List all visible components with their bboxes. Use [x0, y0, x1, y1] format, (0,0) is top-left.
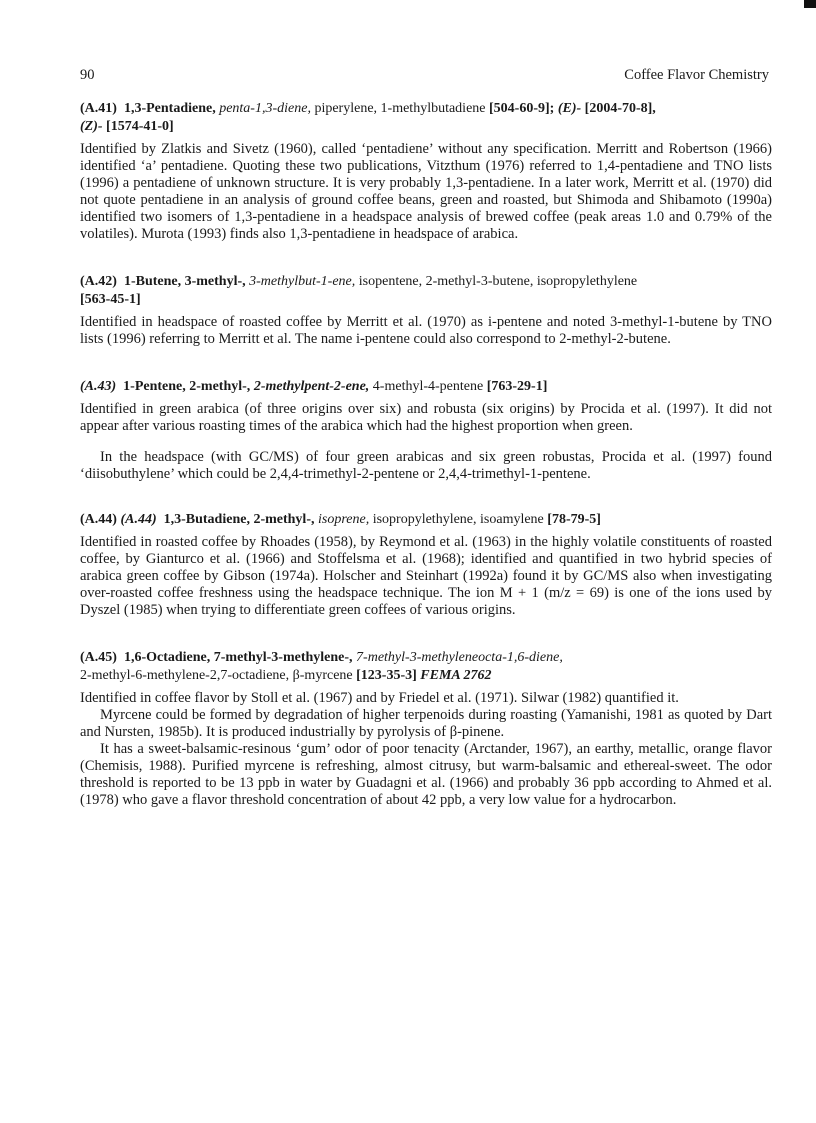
synonyms: 2-methyl-6-methylene-2,7-octadiene, β-myrcene [80, 668, 353, 683]
cas-z-label: (Z)- [80, 119, 103, 134]
entry-code: (A.44) [80, 512, 117, 527]
cas-e-label: (E)- [557, 101, 582, 116]
entry-paragraph: Identified by Zlatkis and Sivetz (1960), called ‘pentadiene’ without any specification. Merritt and Robertson (1966) identified ‘a’ pentadiene. Quoting these two publications, Vitzthum (1976) referred to 1,4-pentadiene and TNO lists (1996) a pentadiene of unknown structure. It is very probably 1,3-pentadiene. In a later work, Merritt et al. (1970) did not quote pentadiene in an analysis of ground coffee beans, green and roasted, but Shimoda and Shibamoto (1990a) identified two isomers of 1,3-pentadiene in a headspace analysis of brewed coffee (peak areas 1.0 and 0.79% of the volatiles). Murota (1993) finds also 1,3-pentadiene in headspace of arabica. [80, 141, 772, 242]
iupac-name: 3-methylbut-1-ene, [249, 274, 356, 289]
cas-number: [563-45-1] [80, 292, 141, 307]
entry-a42 [80, 273, 772, 348]
page-content [80, 100, 772, 809]
iupac-name: 2-methylpent-2-ene, [253, 379, 370, 394]
entry-heading [80, 378, 772, 396]
entry-paragraph: Identified in green arabica (of three origins over six) and robusta (six origins) by Procida et al. (1997). It did not appear after various roasting times of the arabica which had the highest proportion when green. [80, 401, 772, 434]
compound-name: 1-Pentene, 2-methyl-, [123, 379, 251, 394]
entry-paragraph: Identified in roasted coffee by Rhoades (1958), by Reymond et al. (1963) in the highly volatile constituents of roasted coffee, by Gianturco et al. (1966) and Stoffelsma et al. (1968); identified and quantified in two hybrid species of arabica green coffee by Gibson (1974a). Holscher and Steinhart (1992a) found it by GC/MS also when investigating over-roasted coffee freshness using the headspace technique. The ion M + 1 (m/z = 69) is one of the ions used by Dyszel (1985) when trying to differentiate green coffees of various origins. [80, 534, 772, 618]
synonyms: isopropylethylene, isoamylene [372, 512, 544, 527]
page-header [80, 67, 769, 84]
fema-number: FEMA 2762 [420, 668, 492, 683]
entry-paragraph: Identified in coffee flavor by Stoll et al. (1967) and by Friedel et al. (1971). Silwar (1982) quantified it. [80, 690, 679, 706]
entry-paragraph: In the headspace (with GC/MS) of four green arabicas and six green robustas, Procida et al. (1997) found ‘diisobuthylene’ which could be 2,4,4-trimethyl-2-pentene or 2,4,4-trimethyl-1-pentene. [80, 449, 772, 482]
compound-name: 1,3-Pentadiene, [123, 101, 216, 116]
synonyms: piperylene, 1-methylbutadiene [314, 101, 486, 116]
entry-code: (A.41) [80, 101, 117, 116]
page-number: 90 [80, 67, 95, 83]
compound-name: 1,6-Octadiene, 7-methyl-3-methylene-, [123, 650, 353, 665]
entry-code-italic: (A.44) [120, 512, 157, 527]
entry-code: (A.43) [80, 379, 117, 394]
cas-number: [504-60-9]; [489, 101, 555, 116]
entry-paragraph: It has a sweet-balsamic-resinous ‘gum’ odor of poor tenacity (Arctander, 1967), an earthy, metallic, orange flavor (Chemisis, 1988). Purified myrcene is refreshing, almost citrusy, but warm-balsamic and ethereal-sweet. The odor threshold is reported to be 13 ppb in water by Guadagni et al. (1966) and probably 36 ppb according to Ahmed et al. (1978) who gave a flavor threshold concentration of about 42 ppb, a very low value for a hydrocarbon. [80, 741, 772, 808]
entry-a44 [80, 511, 772, 619]
entry-heading [80, 273, 772, 309]
entry-heading [80, 100, 772, 136]
iupac-name: isoprene, [318, 512, 370, 527]
entry-a45 [80, 649, 772, 809]
entry-a43 [80, 378, 772, 483]
compound-name: 1-Butene, 3-methyl-, [123, 274, 246, 289]
entry-heading [80, 649, 772, 685]
iupac-name: 7-methyl-3-methyleneocta-1,6-diene, [356, 650, 563, 665]
iupac-name: penta-1,3-diene, [219, 101, 311, 116]
cas-number: [123-35-3] [356, 668, 417, 683]
cas-e-number: [2004-70-8], [584, 101, 656, 116]
cas-number: [78-79-5] [547, 512, 601, 527]
entry-a41 [80, 100, 772, 243]
cas-number: [763-29-1] [486, 379, 548, 394]
scan-corner-mark [804, 0, 816, 8]
entry-paragraph: Myrcene could be formed by degradation of higher terpenoids during roasting (Yamanishi, 1981 as quoted by Dart and Nursten, 1985b). It is produced industrially by pyrolysis of β-pinene. [80, 707, 772, 740]
entry-code: (A.45) [80, 650, 117, 665]
entry-paragraph: Identified in headspace of roasted coffee by Merritt et al. (1970) as i-pentene and noted 3-methyl-1-butene by TNO lists (1996) referring to Merritt et al. The name i-pentene could also correspond to 2-methyl-2-butene. [80, 314, 772, 347]
entry-heading [80, 511, 772, 529]
running-title: Coffee Flavor Chemistry [624, 67, 769, 83]
compound-name: 1,3-Butadiene, 2-methyl-, [163, 512, 315, 527]
cas-z-number: [1574-41-0] [106, 119, 174, 134]
synonyms: 4-methyl-4-pentene [372, 379, 484, 394]
entry-code: (A.42) [80, 274, 117, 289]
synonyms: isopentene, 2-methyl-3-butene, isopropylethylene [358, 274, 638, 289]
